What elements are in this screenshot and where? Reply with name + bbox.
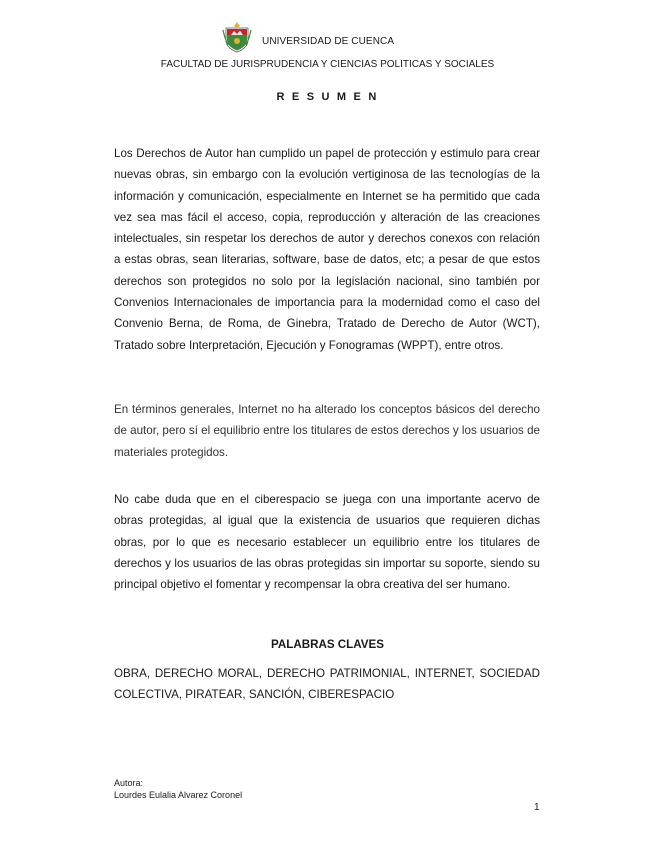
- paragraph-2: En términos generales, Internet no ha alterado los conceptos básicos del derecho de autor, pero sí el equilibrio entre los titulares de estos derechos y los usuarios de materiales protegidos.: [114, 403, 540, 459]
- keywords-title: PALABRAS CLAVES: [271, 638, 384, 651]
- paragraph-3: No cabe duda que en el ciberespacio se juega con una importante acervo de obras protegidas, al igual que la existencia de usuarios que requieren dichas obras, por lo que es necesario establecer un equilibrio entre los titulares de derechos y los usuarios de las obras protegidas sin importar su soporte, siendo su principal objetivo el fomentar y recompensar la obra creativa del ser humano.: [114, 493, 540, 592]
- university-crest-icon: [222, 21, 252, 53]
- section-title: R E S U M E N: [276, 91, 379, 103]
- paragraph-1: Los Derechos de Autor han cumplido un papel de protección y estimulo para crear nuevas obras, sin embargo con la evolución vertiginosa de las tecnologías de la información y comunicación, especialmente en Internet se ha permitido que cada vez sea mas fácil el acceso, copia, reproducción y alteración de las creaciones intelectuales, sin respetar los derechos de autor y derechos conexos con relación a estas obras, sean literarias, software, base de datos, etc; a pesar de que estos derechos son protegidos no solo por la legislación nacional, sino también por Convenios Internacionales de importancia para la modernidad como el caso del Convenio Berna, de Roma, de Ginebra, Tratado de Derecho de Autor (WCT), Tratado sobre Interpretación, Ejecución y Fonogramas (WPPT), entre otros.: [114, 147, 540, 352]
- university-name: UNIVERSIDAD DE CUENCA: [262, 36, 395, 47]
- page-number: 1: [534, 802, 540, 813]
- author-label: Autora:: [114, 778, 144, 788]
- faculty-name: FACULTAD DE JURISPRUDENCIA Y CIENCIAS POLITICAS Y SOCIALES: [160, 59, 495, 70]
- author-name: Lourdes Eulalia Alvarez Coronel: [114, 790, 243, 800]
- keywords-list: OBRA, DERECHO MORAL, DERECHO PATRIMONIAL, INTERNET, SOCIEDAD COLECTIVA, PIRATEAR, SANCIÓN, CIBERESPACIO: [114, 667, 540, 702]
